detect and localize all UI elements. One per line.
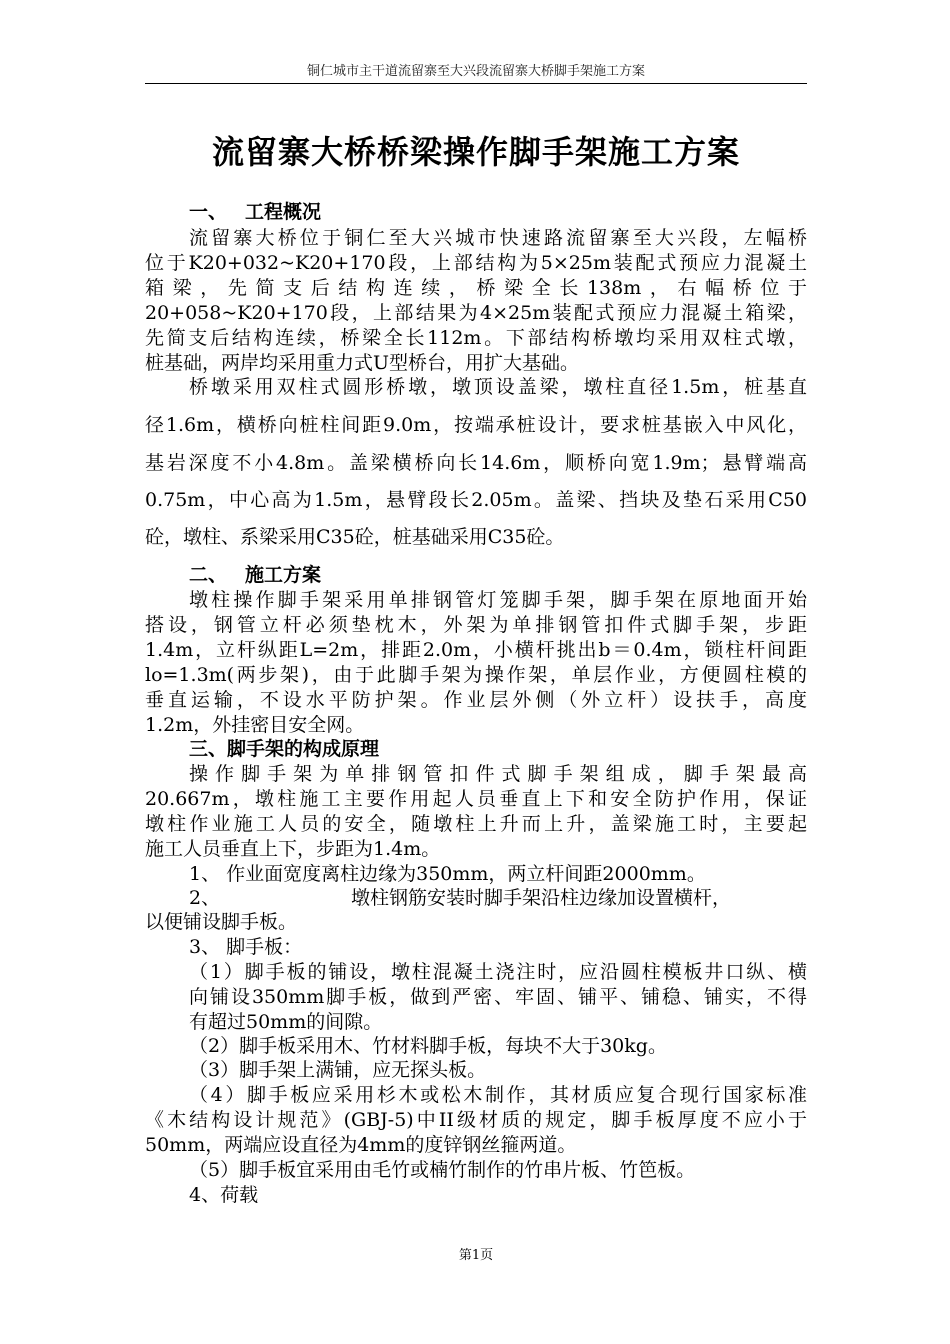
paragraph-line: 砼，墩柱、系梁采用C35砼，桩基础采用C35砼。 — [145, 526, 565, 548]
sub-item-line: （4）脚手板应采用杉木或松木制作，其材质应复合现行国家标准 — [189, 1084, 807, 1106]
paragraph-line: 0.75m，中心高为1.5m，悬臂段长2.05m。盖梁、挡块及垫石采用C50 — [145, 489, 807, 511]
sub-item-line: （3）脚手架上满铺，应无探头板。 — [189, 1059, 487, 1081]
paragraph-line: 先简支后结构连续，桥梁全长112m。下部结构桥墩均采用双柱式墩， — [145, 327, 807, 349]
list-item: 1、 作业面宽度离柱边缘为350mm，两立杆间距2000mm。 — [189, 863, 706, 885]
paragraph-line: 径1.6m，横桥向桩柱间距9.0m，按端承桩设计，要求桩基嵌入中风化， — [145, 414, 807, 436]
paragraph-line: 墩柱操作脚手架采用单排钢管灯笼脚手架，脚手架在原地面开始 — [189, 589, 807, 611]
paragraph-line: lo=1.3m(两步架)，由于此脚手架为操作架，单层作业，方便圆柱模的 — [145, 664, 807, 686]
section-heading-1 — [189, 200, 807, 224]
section-heading-3: 三、脚手架的构成原理 — [189, 738, 380, 760]
sub-item-line: （2）脚手板采用木、竹材料脚手板，每块不大于30kg。 — [189, 1035, 667, 1057]
paragraph-line: 搭设，钢管立杆必须垫枕木，外架为单排钢管扣件式脚手架，步距 — [145, 614, 807, 636]
section-title: 工程概况 — [245, 201, 322, 223]
section-heading-2 — [189, 563, 807, 587]
list-item: 4、荷载 — [189, 1184, 259, 1206]
sub-item-line: （1）脚手板的铺设，墩柱混凝土浇注时，应沿圆柱模板井口纵、横 — [189, 961, 807, 983]
paragraph-line: 操作脚手架为单排钢管扣件式脚手架组成，脚手架最高 — [189, 763, 807, 785]
page-header: 铜仁城市主干道流留寨至大兴段流留寨大桥脚手架施工方案 — [306, 64, 645, 79]
section-number: 二、 — [189, 564, 228, 586]
sub-item-line: 向铺设350mm脚手板，做到严密、牢固、铺平、铺稳、铺实，不得 — [189, 986, 807, 1008]
list-item-text: 墩柱钢筋安装时脚手架沿柱边缘加设置横杆， — [351, 887, 732, 909]
page-number: 第1页 — [458, 1248, 494, 1263]
section-title: 施工方案 — [245, 564, 322, 586]
paragraph-line: 流留寨大桥位于铜仁至大兴城市快速路流留寨至大兴段，左幅桥 — [189, 227, 807, 249]
paragraph-line: 墩柱作业施工人员的安全，随墩柱上升而上升，盖梁施工时，主要起 — [145, 813, 807, 835]
sub-item-line: 《木结构设计规范》(GBJ-5)中II级材质的规定，脚手板厚度不应小于 — [145, 1109, 807, 1131]
paragraph-line: 20.667m，墩柱施工主要作用起人员垂直上下和安全防护作用，保证 — [145, 788, 807, 810]
paragraph-line: 20+058~K20+170段，上部结果为4×25m装配式预应力混凝土箱梁， — [145, 302, 807, 324]
list-item — [189, 886, 807, 910]
paragraph-line: 垂直运输，不设水平防护架。作业层外侧（外立杆）设扶手，高度 — [145, 689, 807, 711]
paragraph-line: 位于K20+032~K20+170段，上部结构为5×25m装配式预应力混凝土 — [145, 252, 807, 274]
paragraph-line: 1.2m，外挂密目安全网。 — [145, 714, 365, 736]
sub-item-line: 50mm，两端应设直径为4mm的度锌钢丝箍两道。 — [145, 1134, 577, 1156]
paragraph-line: 1.4m，立杆纵距L=2m，排距2.0m，小横杆挑出b＝0.4m，锁柱杆间距 — [145, 639, 807, 661]
section-number: 一、 — [189, 201, 228, 223]
paragraph-line: 基岩深度不小4.8m。盖梁横桥向长14.6m，顺桥向宽1.9m；悬臂端高 — [145, 452, 807, 474]
header-rule — [145, 83, 807, 84]
document-title: 流留寨大桥桥梁操作脚手架施工方案 — [211, 133, 740, 171]
sub-item-line: 有超过50mm的间隙。 — [189, 1011, 383, 1033]
paragraph-line: 箱梁，先简支后结构连续，桥梁全长138m，右幅桥位于 — [145, 277, 807, 299]
paragraph-line: 桥墩采用双柱式圆形桥墩，墩顶设盖梁，墩柱直径1.5m，桩基直 — [189, 376, 807, 398]
sub-item-line: （5）脚手板宜采用由毛竹或楠竹制作的竹串片板、竹笆板。 — [189, 1159, 696, 1181]
paragraph-line: 桩基础，两岸均采用重力式U型桥台，用扩大基础。 — [145, 352, 580, 374]
list-item: 3、 脚手板： — [189, 936, 303, 958]
paragraph-line: 以便铺设脚手板。 — [145, 911, 298, 933]
paragraph-line: 施工人员垂直上下，步距为1.4m。 — [145, 838, 441, 860]
list-item-number: 2、 — [189, 887, 221, 909]
